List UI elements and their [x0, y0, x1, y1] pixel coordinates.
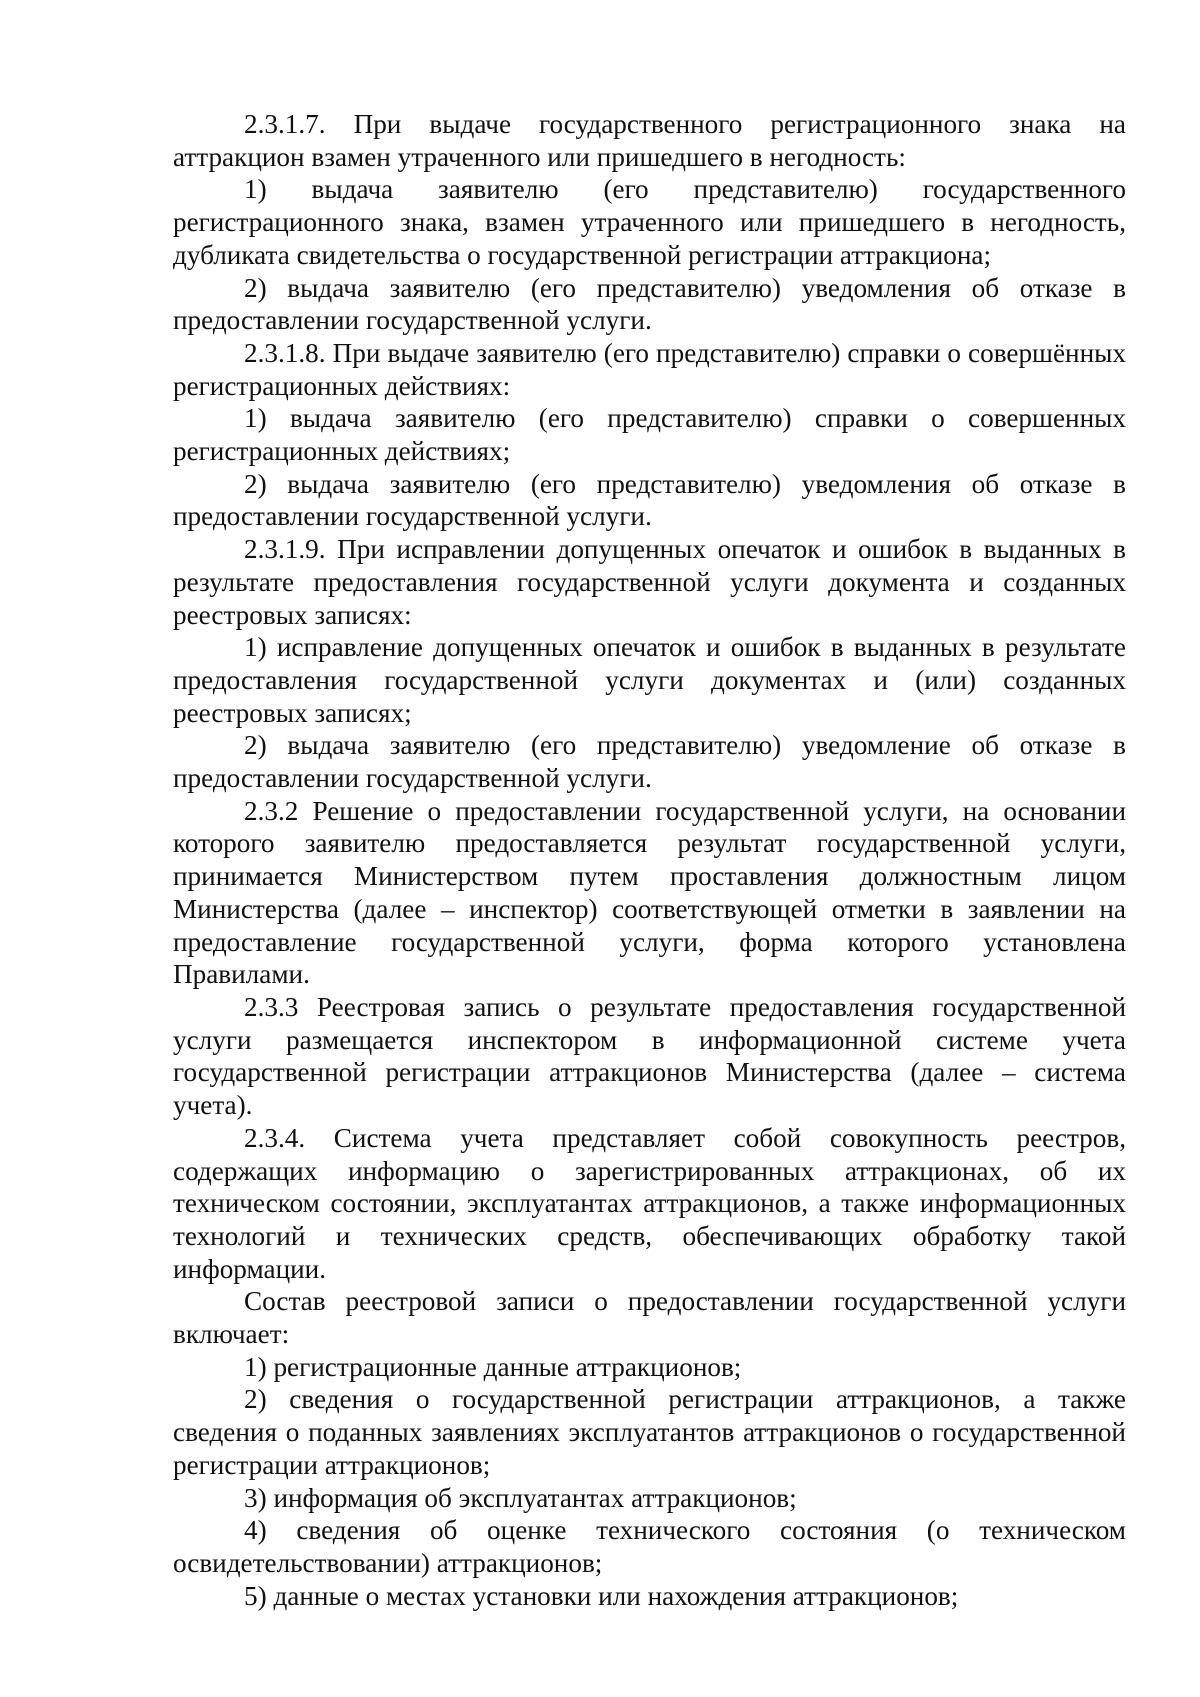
paragraph-item: 2) сведения о государственной регистрации аттракционов, а также сведения о поданных заявлениях эксплуатантов аттракционов о государственной регистрации аттракционов;: [173, 1384, 1126, 1480]
paragraph-item: 5) данные о местах установки или нахождения аттракционов;: [244, 1580, 959, 1611]
paragraph-item: 1) выдача заявителю (его представителю) справки о совершенных регистрационных действиях;: [173, 403, 1126, 467]
paragraph-item: 1) выдача заявителю (его представителю) государственного регистрационного знака, взамен утраченного или пришедшего в негодность, дубликата свидетельства о государственной регистрации аттракциона;: [173, 174, 1126, 270]
paragraph-2-3-1-9: 2.3.1.9. При исправлении допущенных опечаток и ошибок в выданных в результате предоставления государственной услуги документа и созданных реестровых записях:: [173, 534, 1126, 630]
paragraph-2-3-2: 2.3.2 Решение о предоставлении государственной услуги, на основании которого заявителю предоставляется результат государственной услуги, принимается Министерством путем проставления должностным лицом Министерства (далее – инспектор) соответствующей отметки в заявлении на предоставление государственной услуги, форма которого установлена Правилами.: [173, 795, 1126, 990]
paragraph-item: 2) выдача заявителю (его представителю) уведомления об отказе в предоставлении государственной услуги.: [173, 468, 1126, 532]
paragraph-2-3-1-8: 2.3.1.8. При выдаче заявителю (его представителю) справки о совершённых регистрационных действиях:: [173, 337, 1126, 401]
paragraph-2-3-3: 2.3.3 Реестровая запись о результате предоставления государственной услуги размещается инспектором в информационной системе учета государственной регистрации аттракционов Министерства (далее – система учета).: [173, 991, 1126, 1121]
paragraph-item: 1) регистрационные данные аттракционов;: [244, 1351, 742, 1382]
paragraph-2-3-1-7: 2.3.1.7. При выдаче государственного регистрационного знака на аттракцион взамен утраченного или пришедшего в негодность:: [173, 109, 1126, 172]
paragraph-item: 3) информация об эксплуатантах аттракционов;: [244, 1482, 797, 1513]
paragraph-2-3-4: 2.3.4. Система учета представляет собой совокупность реестров, содержащих информацию о зарегистрированных аттракционах, об их техническом состоянии, эксплуатантах аттракционов, а также информационных технологий и технических средств, обеспечивающих обработку такой информации.: [173, 1122, 1126, 1284]
paragraph-item: 4) сведения об оценке технического состояния (о техническом освидетельствовании) аттракционов;: [173, 1515, 1126, 1578]
paragraph-registry-composition: Состав реестровой записи о предоставлении государственной услуги включает:: [173, 1286, 1126, 1350]
paragraph-item: 2) выдача заявителю (его представителю) уведомления об отказе в предоставлении государственной услуги.: [173, 272, 1126, 336]
paragraph-item: 2) выдача заявителю (его представителю) уведомление об отказе в предоставлении государственной услуги.: [173, 730, 1126, 794]
paragraph-item: 1) исправление допущенных опечаток и ошибок в выданных в результате предоставления государственной услуги документах и (или) созданных реестровых записях;: [173, 632, 1126, 728]
document-page: [173, 108, 1126, 1612]
